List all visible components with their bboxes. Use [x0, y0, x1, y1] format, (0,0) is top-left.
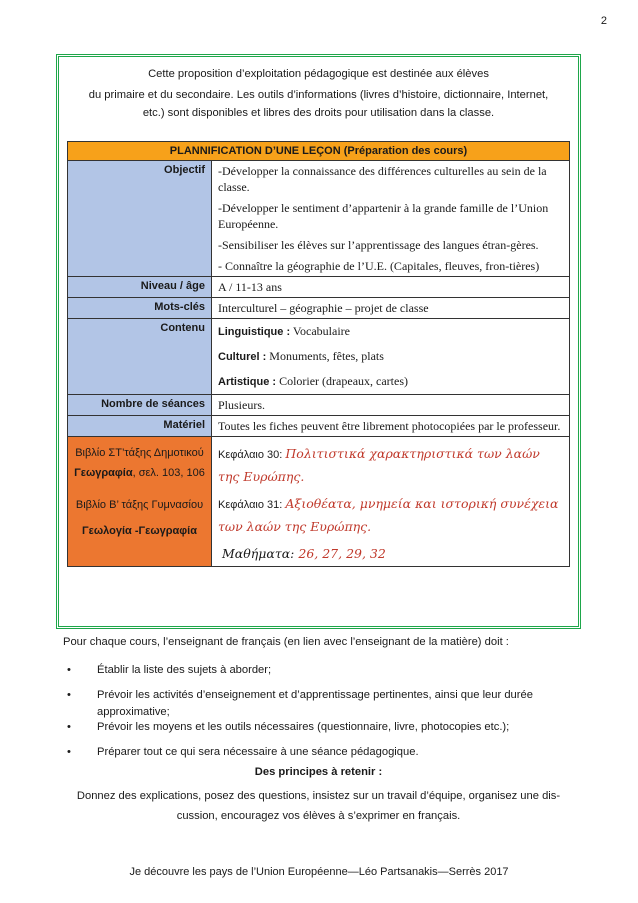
lessons-label: Μαθήματα: [222, 546, 299, 561]
chapter-31-label: Κεφάλαιο 31: [218, 499, 286, 511]
book-1-subject: Γεωγραφία [74, 467, 133, 479]
intro-line-2: du primaire et du secondaire. Les outils d’informations (livres d’histoire, dictionnaire, Internet, [88, 89, 549, 101]
objectif-list [212, 161, 570, 277]
chapter-31-title: Αξιοθέατα, μνημεία και ιστορική συνέχεια των λαών της Ευρώπης. [218, 496, 559, 534]
bullet-icon: • [67, 664, 71, 676]
intro-line-3: etc.) sont disponibles et libres des droits pour utilisation dans la classe. [142, 107, 495, 119]
closing-line-1: Donnez des explications, posez des questions, insistez sur un travail d’équipe, organisez une dis- [76, 790, 561, 802]
bullet-text: Préparer tout ce qui sera nécessaire à une séance pédagogique. [97, 746, 419, 758]
artistique-value: Colorier (drapeaux, cartes) [276, 374, 408, 388]
objectif-item: -Développer la connaissance des différences culturelles au sein de la classe. [218, 164, 547, 194]
artistique-label: Artistique : [218, 376, 277, 388]
objectif-item: -Sensibiliser les élèves sur l’apprentissage des langues étran-gères. [218, 238, 539, 252]
closing-line-2: cussion, encouragez vos élèves à s’exprimer en français. [176, 810, 461, 822]
niveau-value: A / 11-13 ans [212, 277, 570, 298]
culturel-label: Culturel : [218, 351, 267, 363]
linguistique-value: Vocabulaire [290, 324, 350, 338]
niveau-label: Niveau / âge [68, 277, 212, 298]
culturel-value: Monuments, fêtes, plats [266, 349, 384, 363]
seances-label: Nombre de séances [68, 395, 212, 416]
chapters-cell [212, 437, 570, 567]
materiel-value: Toutes les fiches peuvent être librement photocopiées par le professeur. [212, 416, 570, 437]
page-footer: Je découvre les pays de l’Union Européenne—Léo Partsanakis—Serrès 2017 [129, 866, 509, 878]
book-2-subject: Γεωλογία -Γεωγραφία [82, 525, 197, 537]
book-2-title: Βιβλίο Β’ τάξης Γυμνασίου [75, 499, 204, 511]
lesson-plan-table [67, 141, 570, 567]
book-1-title: Βιβλίο ΣΤ’τάξης Δημοτικού [75, 447, 204, 459]
teacher-duties-intro: Pour chaque cours, l’enseignant de français (en lien avec l’enseignant de la matière) doit : [63, 636, 509, 648]
bullet-text: Prévoir les activités d’enseignement et d’apprentissage pertinentes, ainsi que leur durée approximative; [97, 689, 533, 718]
lessons-value: 26, 27, 29, 32 [298, 546, 386, 561]
bullet-text: Établir la liste des sujets à aborder; [97, 664, 272, 676]
bullet-text: Prévoir les moyens et les outils nécessaires (questionnaire, livre, photocopies etc.); [97, 721, 510, 733]
chapter-30-title: Πολιτιστικά χαρακτηριστικά των λαών της Ευρώπης. [218, 446, 540, 484]
materiel-label: Matériel [68, 416, 212, 437]
bullet-icon: • [67, 746, 71, 758]
intro-line-1: Cette proposition d’exploitation pédagogique est destinée aux élèves [148, 68, 489, 80]
bullet-icon: • [67, 689, 71, 701]
closing-text [60, 786, 577, 826]
mots-cles-value: Interculturel – géographie – projet de classe [212, 298, 570, 319]
seances-value: Plusieurs. [212, 395, 570, 416]
objectif-item: - Connaître la géographie de l’U.E. (Capitales, fleuves, fron-tières) [218, 259, 540, 273]
book-1-pages: , σελ. 103, 106 [132, 467, 205, 479]
contenu-value [212, 319, 570, 395]
contenu-label: Contenu [68, 319, 212, 395]
linguistique-label: Linguistique : [218, 326, 291, 338]
objectif-item: -Développer le sentiment d’appartenir à la grande famille de l’Union Européenne. [218, 201, 549, 231]
bullet-icon: • [67, 721, 71, 733]
plan-header: PLANNIFICATION D’UNE LEÇON (Préparation des cours) [68, 142, 570, 161]
principles-title: Des principes à retenir : [254, 766, 383, 778]
objectif-label: Objectif [68, 161, 212, 277]
page-number: 2 [600, 15, 607, 27]
mots-cles-label: Mots-clés [68, 298, 212, 319]
textbooks-cell [68, 437, 212, 567]
chapter-30-label: Κεφάλαιο 30: [218, 449, 286, 461]
